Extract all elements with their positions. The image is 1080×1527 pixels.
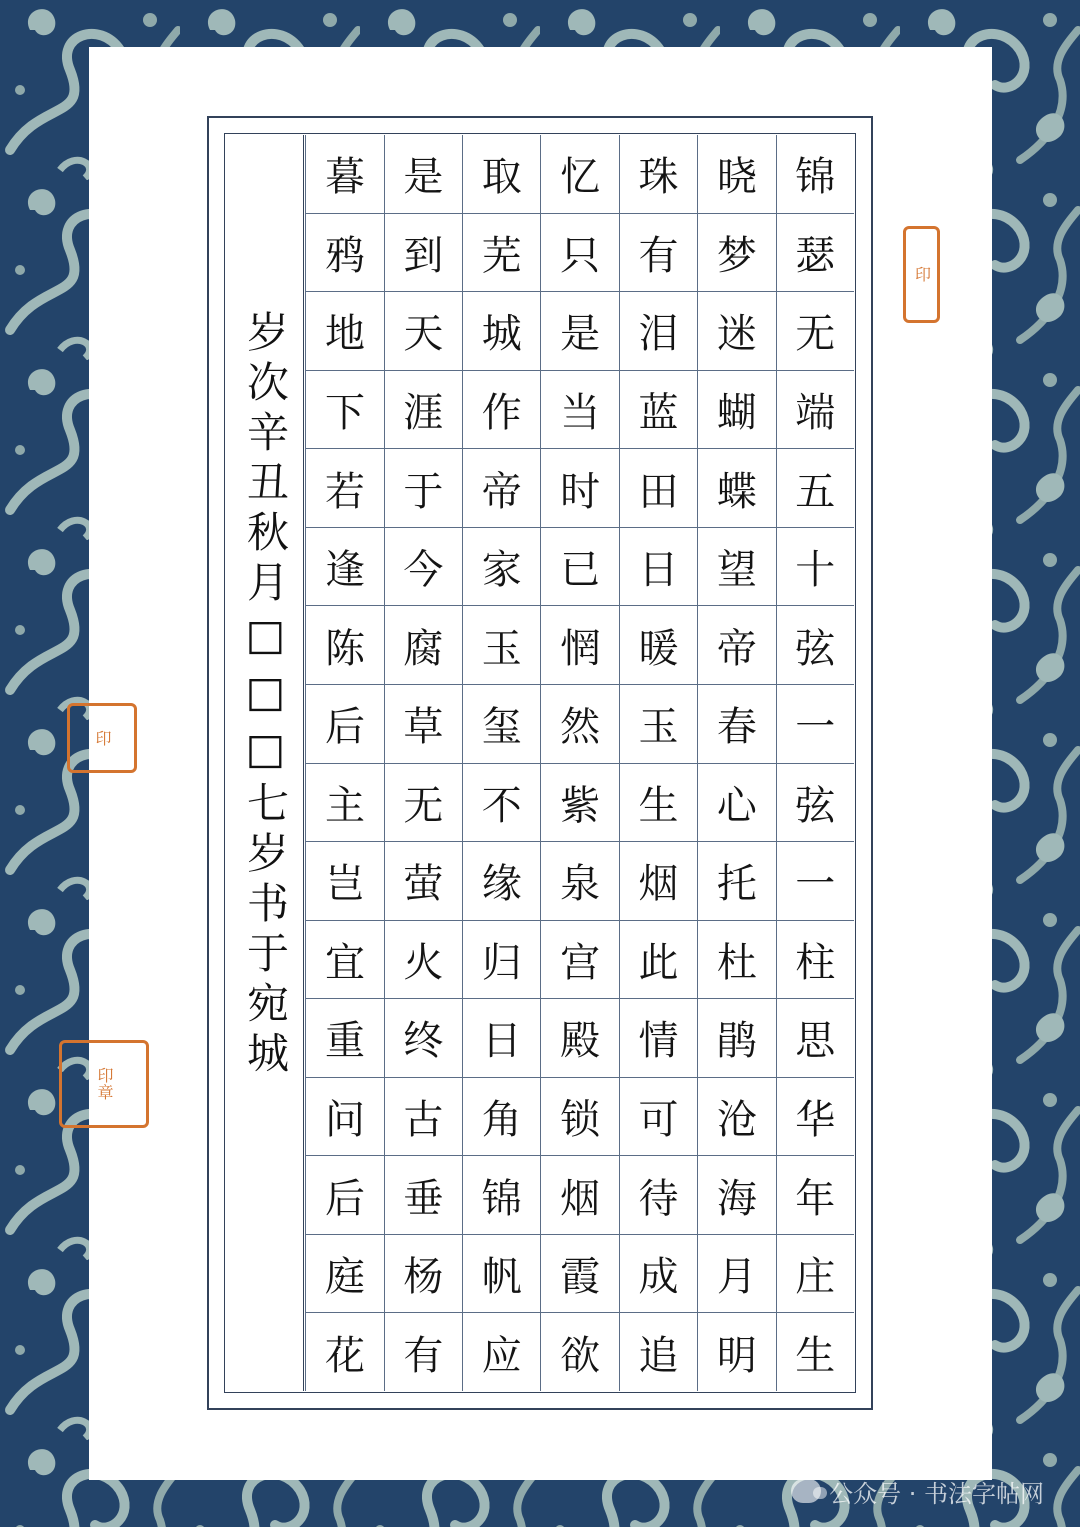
poem-character: 古 <box>384 1078 462 1157</box>
poem-grid <box>305 135 854 1391</box>
poem-character: 心 <box>697 764 775 843</box>
poem-character: 可 <box>619 1078 697 1157</box>
poem-character: 时 <box>540 449 618 528</box>
poem-character: 鸦 <box>305 214 383 293</box>
poem-character: 岂 <box>305 842 383 921</box>
poem-character: 后 <box>305 1156 383 1235</box>
wechat-icon <box>791 1479 821 1503</box>
poem-character: 应 <box>462 1313 540 1391</box>
inscription-column <box>226 135 304 1391</box>
poem-character: 火 <box>384 921 462 1000</box>
watermark <box>791 1471 1044 1511</box>
poem-character: 追 <box>619 1313 697 1391</box>
poem-character: 思 <box>776 999 854 1078</box>
poem-column <box>462 135 540 1391</box>
poem-character: 忆 <box>540 135 618 214</box>
poem-character: 城 <box>462 292 540 371</box>
poem-character: 重 <box>305 999 383 1078</box>
poem-character: 春 <box>697 685 775 764</box>
poem-character: 当 <box>540 371 618 450</box>
poem-character: 暖 <box>619 606 697 685</box>
poem-character: 一 <box>776 685 854 764</box>
poem-character: 问 <box>305 1078 383 1157</box>
poem-character: 下 <box>305 371 383 450</box>
poem-character: 锦 <box>462 1156 540 1235</box>
poem-character: 暮 <box>305 135 383 214</box>
seal-left-middle: 印 <box>67 703 137 773</box>
poem-character: 玉 <box>462 606 540 685</box>
poem-character: 帝 <box>462 449 540 528</box>
poem-character: 生 <box>776 1313 854 1391</box>
poem-character: 已 <box>540 528 618 607</box>
poem-character: 紫 <box>540 764 618 843</box>
poem-character: 无 <box>384 764 462 843</box>
poem-character: 锁 <box>540 1078 618 1157</box>
poem-character: 蝴 <box>697 371 775 450</box>
poem-character: 惘 <box>540 606 618 685</box>
poem-character: 归 <box>462 921 540 1000</box>
poem-column <box>619 135 697 1391</box>
poem-character: 萤 <box>384 842 462 921</box>
poem-column <box>384 135 462 1391</box>
inscription-text: 岁次辛丑秋月□□□七岁书于宛城 <box>241 310 290 1081</box>
poem-character: 然 <box>540 685 618 764</box>
poem-character: 草 <box>384 685 462 764</box>
poem-character: 殿 <box>540 999 618 1078</box>
poem-character: 月 <box>697 1235 775 1314</box>
poem-character: 日 <box>462 999 540 1078</box>
poem-character: 迷 <box>697 292 775 371</box>
poem-character: 田 <box>619 449 697 528</box>
poem-character: 生 <box>619 764 697 843</box>
poem-character: 花 <box>305 1313 383 1391</box>
poem-character: 有 <box>384 1313 462 1391</box>
poem-character: 主 <box>305 764 383 843</box>
poem-character: 明 <box>697 1313 775 1391</box>
poem-character: 十 <box>776 528 854 607</box>
poem-character: 泪 <box>619 292 697 371</box>
poem-character: 端 <box>776 371 854 450</box>
poem-character: 角 <box>462 1078 540 1157</box>
poem-column <box>540 135 618 1391</box>
poem-character: 蓝 <box>619 371 697 450</box>
poem-character: 弦 <box>776 606 854 685</box>
poem-character: 于 <box>384 449 462 528</box>
poem-character: 作 <box>462 371 540 450</box>
poem-column <box>305 135 383 1391</box>
poem-character: 一 <box>776 842 854 921</box>
poem-character: 此 <box>619 921 697 1000</box>
poem-character: 涯 <box>384 371 462 450</box>
poem-character: 杜 <box>697 921 775 1000</box>
poem-character: 今 <box>384 528 462 607</box>
poem-column <box>776 135 854 1391</box>
poem-character: 弦 <box>776 764 854 843</box>
poem-character: 逢 <box>305 528 383 607</box>
poem-character: 华 <box>776 1078 854 1157</box>
poem-character: 不 <box>462 764 540 843</box>
poem-character: 欲 <box>540 1313 618 1391</box>
poem-character: 五 <box>776 449 854 528</box>
poem-character: 日 <box>619 528 697 607</box>
poem-character: 成 <box>619 1235 697 1314</box>
poem-character: 垂 <box>384 1156 462 1235</box>
poem-character: 蝶 <box>697 449 775 528</box>
poem-character: 取 <box>462 135 540 214</box>
poem-character: 锦 <box>776 135 854 214</box>
poem-character: 玺 <box>462 685 540 764</box>
poem-character: 庄 <box>776 1235 854 1314</box>
poem-character: 沧 <box>697 1078 775 1157</box>
poem-character: 宜 <box>305 921 383 1000</box>
poem-character: 缘 <box>462 842 540 921</box>
poem-character: 后 <box>305 685 383 764</box>
seal-top-right: 印 <box>903 226 940 323</box>
poem-character: 托 <box>697 842 775 921</box>
poem-character: 是 <box>540 292 618 371</box>
poem-character: 泉 <box>540 842 618 921</box>
poem-character: 情 <box>619 999 697 1078</box>
poem-character: 珠 <box>619 135 697 214</box>
poem-character: 玉 <box>619 685 697 764</box>
poem-character: 庭 <box>305 1235 383 1314</box>
poem-character: 烟 <box>619 842 697 921</box>
poem-character: 腐 <box>384 606 462 685</box>
poem-character: 望 <box>697 528 775 607</box>
poem-character: 梦 <box>697 214 775 293</box>
poem-character: 瑟 <box>776 214 854 293</box>
poem-character: 杨 <box>384 1235 462 1314</box>
poem-character: 芜 <box>462 214 540 293</box>
poem-character: 年 <box>776 1156 854 1235</box>
poem-character: 家 <box>462 528 540 607</box>
poem-character: 柱 <box>776 921 854 1000</box>
poem-character: 宫 <box>540 921 618 1000</box>
watermark-text: 公众号 · 书法字帖网 <box>829 1479 1044 1508</box>
poem-character: 烟 <box>540 1156 618 1235</box>
poem-column <box>697 135 775 1391</box>
poem-character: 鹃 <box>697 999 775 1078</box>
poem-character: 海 <box>697 1156 775 1235</box>
poem-character: 帆 <box>462 1235 540 1314</box>
poem-character: 天 <box>384 292 462 371</box>
poem-character: 只 <box>540 214 618 293</box>
poem-character: 帝 <box>697 606 775 685</box>
poem-character: 霞 <box>540 1235 618 1314</box>
poem-character: 地 <box>305 292 383 371</box>
poem-character: 到 <box>384 214 462 293</box>
poem-character: 无 <box>776 292 854 371</box>
poem-character: 陈 <box>305 606 383 685</box>
poem-character: 有 <box>619 214 697 293</box>
poem-character: 是 <box>384 135 462 214</box>
poem-character: 待 <box>619 1156 697 1235</box>
poem-character: 晓 <box>697 135 775 214</box>
poem-character: 若 <box>305 449 383 528</box>
seal-left-lower: 印章 <box>59 1040 149 1128</box>
poem-character: 终 <box>384 999 462 1078</box>
